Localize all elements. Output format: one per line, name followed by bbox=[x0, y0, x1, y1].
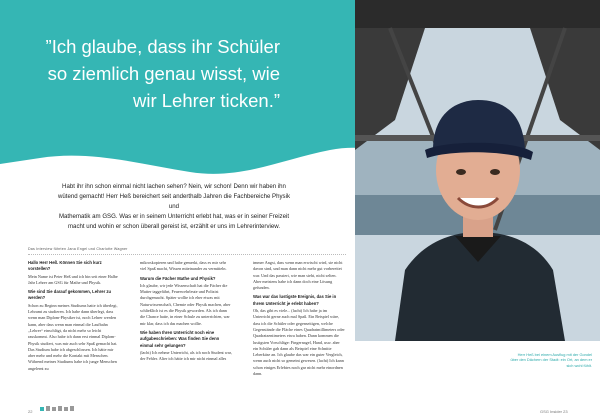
interview-question: Wie sind Sie darauf gekommen, Lehrer zu werden? bbox=[28, 289, 112, 301]
article-column-2 bbox=[140, 260, 232, 365]
interview-answer: Oh, das gibt es viele... (lacht) Ich habe ja im Unterricht gerne auch mal Spaß. Ein Beispiel wäre, dass ich die Schüler oder gegenseitigen, welche Gegenstände die Fläche eines Quadratmillimeters oder Quadratzentimeters etwa haben. Dann kommen die lustigsten Vorschläge: Fingernagel, Hand, usw. aber ein Schüler gab dann als Beispiel eine Schnitte Leberkäse an. Ich glaube das war ein guter Vergleich, wenn auch nicht so gemeint gewesen. (lacht) Ich kann schon einiges Erlebtes noch gar nicht mehr einordnen dann. bbox=[253, 308, 345, 377]
quote-line-3: wir Lehrer ticken.” bbox=[132, 90, 280, 111]
article-column-1 bbox=[28, 260, 120, 375]
intro-line-2: wütend gemacht! Herr Heß bereichert seit anderthalb Jahren die Fachbereiche Physik und bbox=[57, 193, 291, 210]
intro-paragraph bbox=[54, 182, 294, 232]
byline: Das Interview führten Jana Engel und Charlotte Wagner bbox=[28, 247, 128, 251]
article-column-3 bbox=[253, 260, 345, 380]
interview-question: Wie haben Ihren Unterricht noch eine aufgabeschrieben: Was finden Sie denn einmal sehr gelungen? bbox=[140, 329, 220, 348]
interview-answer: Schon zu Beginn meines Studiums hatte ich überlegt, Lehramt zu studieren. Ich habe dann überlegt, dass wenn man Diplom-Physiker ist, noch Lehrer werden kann, aber dass wenn man einmal die Laufbahn „Lehrer“ einschlägt, da nicht mehr so leicht rauskommt. Also habe ich dann erst einmal Diplom-Physik studiert, was mir auch sehr Spaß gemacht hat. Das Studium habe ich abgeschlossen. Ich hätte mir aber mehr und mehr die Kontakt mit Menschen. Während meines Studiums habe ich junge Menschen angelernt zu bbox=[28, 302, 118, 371]
page-number-left: 22 bbox=[28, 409, 33, 414]
intro-line-4: macht und wohin er schon überall gereist ist, erzählt er uns im Lehrerinterview. bbox=[67, 223, 281, 230]
magazine-logo-icon bbox=[40, 405, 76, 412]
interview-answer: (lacht) Ich nehme Unterricht, als ich noch Student war, der Fehler. Alter ich hätte ich mir nicht einmal alles bbox=[140, 349, 232, 362]
interview-answer: Mein Name ist Peter Heß und ich bin seit einer Halbe Jahr Lehrer am GSG für Mathe und Physik. bbox=[28, 273, 118, 285]
interview-answer: immer Angst, dass wenn man erwischt wird, sie nicht davon sind, und man dann nicht mehr gut vorbereitet war. Und das passiert, wie man sieht, nicht selten. Aber meistens habe ich dann doch eine Lösung gefunden. bbox=[253, 260, 343, 291]
intro-line-3: Mathematik am GSG. Was er in seinem Unterricht erlebt hat, was er in seiner Freizeit bbox=[58, 213, 290, 220]
intro-line-1: Habt ihr ihn schon einmal nicht lachen sehen? Nein, wir schon! Denn wir haben ihn bbox=[62, 183, 286, 190]
interview-question: Was war das lustigste Ereignis, das Sie in Ihrem Unterricht je erlebt haben? bbox=[253, 294, 337, 306]
interview-answer: Ich glaube, wir jede Wissenschaft hat die Fächer die Mutter taggefährt, Feuerwehrleute und Polizist durchgemacht. Später wollte ich eher etwas mit Naturwissenschaft, Chemie oder Physik machen, aber schließlich ist es die Physik geworden. Als ich dann die Chance hatte, in einer Schule zu unterrichten, war mir klar, dass ich das machen wollte. bbox=[140, 282, 231, 326]
pull-quote bbox=[30, 33, 280, 114]
quote-line-1: ”Ich glaube, dass ihr Schüler bbox=[45, 36, 280, 57]
photo-caption: Herr Heß bei einem Ausflug mit der Gondel über den Dächern der Stadt: ein Ort, an dem er sich wohl fühlt. bbox=[510, 352, 592, 368]
interview-question: Hallo Herr Heß. Können Sie sich kurz vorstellen? bbox=[28, 260, 102, 272]
quote-line-2: so ziemlich genau wisst, wie bbox=[47, 63, 280, 84]
teacher-photo bbox=[355, 0, 600, 341]
interview-answer: mikroskopieren und habe gemerkt, dass es mir sehr viel Spaß macht, Wissen miteinander zu vermitteln. bbox=[140, 260, 227, 272]
byline-divider bbox=[28, 254, 346, 255]
interview-question: Warum die Fächer Mathe und Physik? bbox=[140, 275, 216, 281]
page-number-right: GSG Insider 23 bbox=[540, 409, 568, 414]
